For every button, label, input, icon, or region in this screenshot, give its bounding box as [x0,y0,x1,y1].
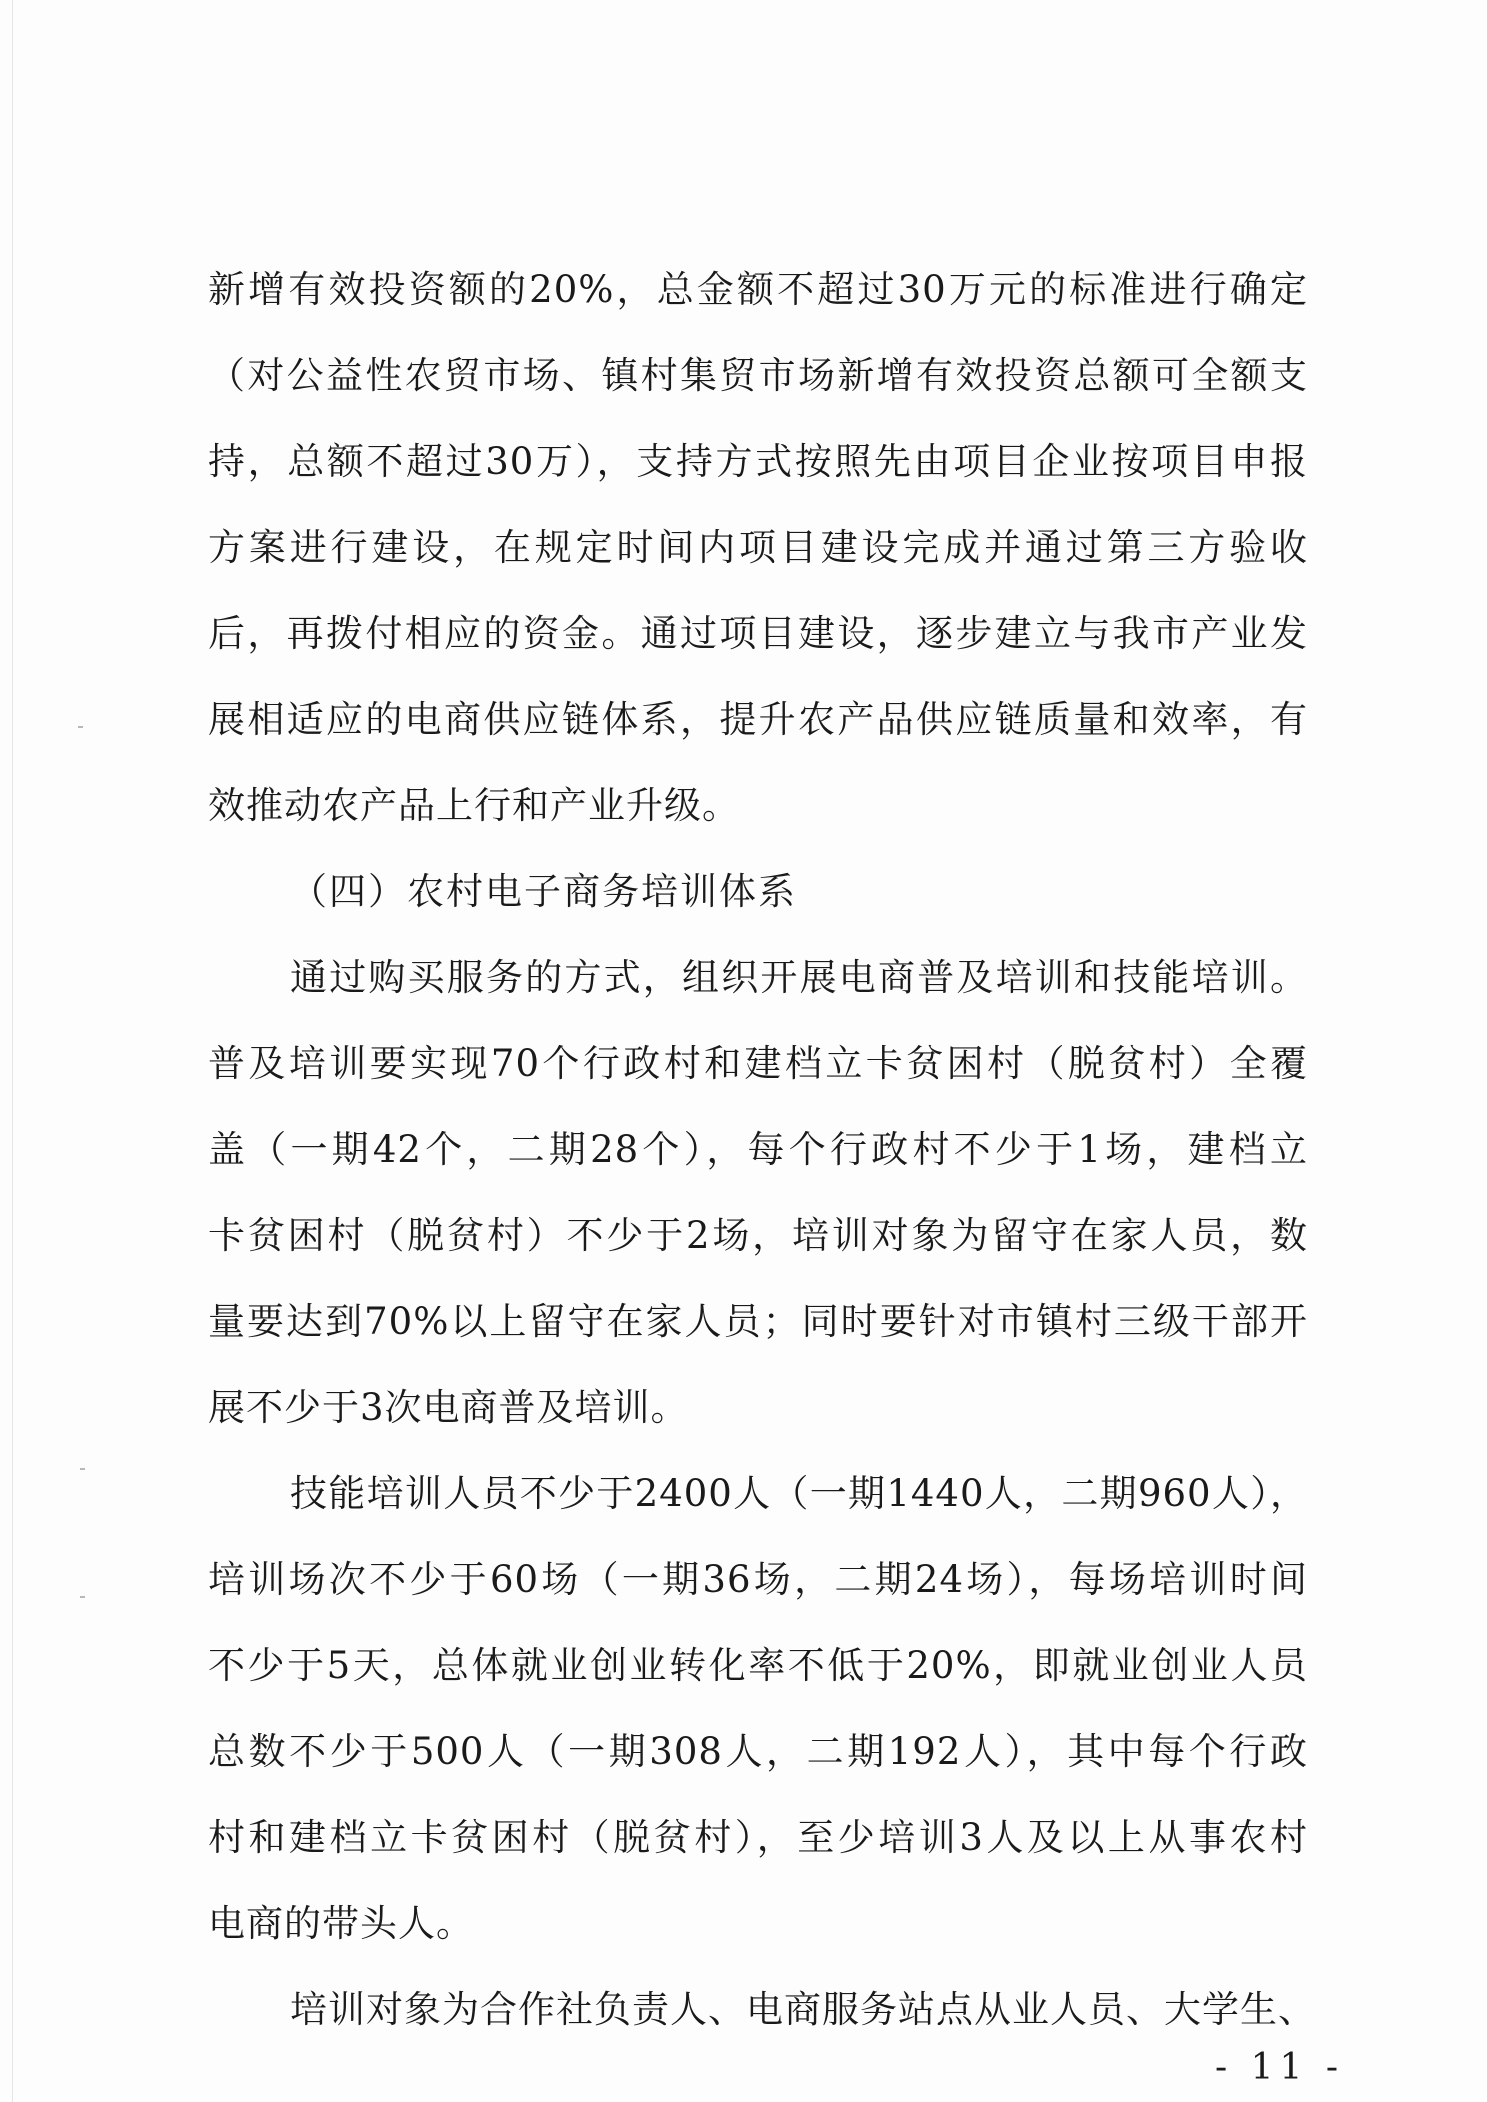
paragraph-1-line-1: 新增有效投资额的20%，总金额不超过30万元的标准进行确定 [208,268,1308,311]
paragraph-1-line-4: 方案进行建设，在规定时间内项目建设完成并通过第三方验收 [208,526,1308,569]
paragraph-4-line-1: 培训对象为合作社负责人、电商服务站点从业人员、大学生、 [290,1988,1316,2031]
paragraph-2-line-4: 卡贫困村（脱贫村）不少于2场，培训对象为留守在家人员，数 [208,1214,1308,1257]
scan-speck [80,1468,85,1470]
paragraph-1-line-5: 后，再拨付相应的资金。通过项目建设，逐步建立与我市产业发 [208,612,1308,655]
paragraph-3-line-4: 总数不少于500人（一期308人，二期192人），其中每个行政 [208,1730,1308,1773]
paragraph-2-line-2: 普及培训要实现70个行政村和建档立卡贫困村（脱贫村）全覆 [208,1042,1308,1085]
paragraph-1-line-7: 效推动农产品上行和产业升级。 [208,784,740,827]
paragraph-2-line-1: 通过购买服务的方式，组织开展电商普及培训和技能培训。 [290,956,1308,999]
paragraph-3-line-5: 村和建档立卡贫困村（脱贫村），至少培训3人及以上从事农村 [208,1816,1308,1859]
paragraph-3-line-6: 电商的带头人。 [208,1902,474,1945]
paragraph-2-line-3: 盖（一期42个，二期28个），每个行政村不少于1场，建档立 [208,1128,1308,1171]
paragraph-1-line-3: 持，总额不超过30万），支持方式按照先由项目企业按项目申报 [208,440,1308,483]
scan-edge-line [12,0,13,2102]
paragraph-3-line-1: 技能培训人员不少于2400人（一期1440人，二期960人）， [290,1472,1308,1515]
paragraph-3-line-3: 不少于5天，总体就业创业转化率不低于20%，即就业创业人员 [208,1644,1308,1687]
paragraph-3-line-2: 培训场次不少于60场（一期36场，二期24场），每场培训时间 [208,1558,1308,1601]
paragraph-2-line-6: 展不少于3次电商普及培训。 [208,1386,689,1429]
paragraph-1-line-2: （对公益性农贸市场、镇村集贸市场新增有效投资总额可全额支 [208,354,1308,397]
section-heading: （四）农村电子商务培训体系 [290,870,797,913]
scan-speck [78,726,83,728]
scan-speck [80,1596,85,1598]
page-number: - 11 - [1215,2047,1345,2088]
paragraph-1-line-6: 展相适应的电商供应链体系，提升农产品供应链质量和效率，有 [208,698,1308,741]
paragraph-2-line-5: 量要达到70%以上留守在家人员；同时要针对市镇村三级干部开 [208,1300,1308,1343]
